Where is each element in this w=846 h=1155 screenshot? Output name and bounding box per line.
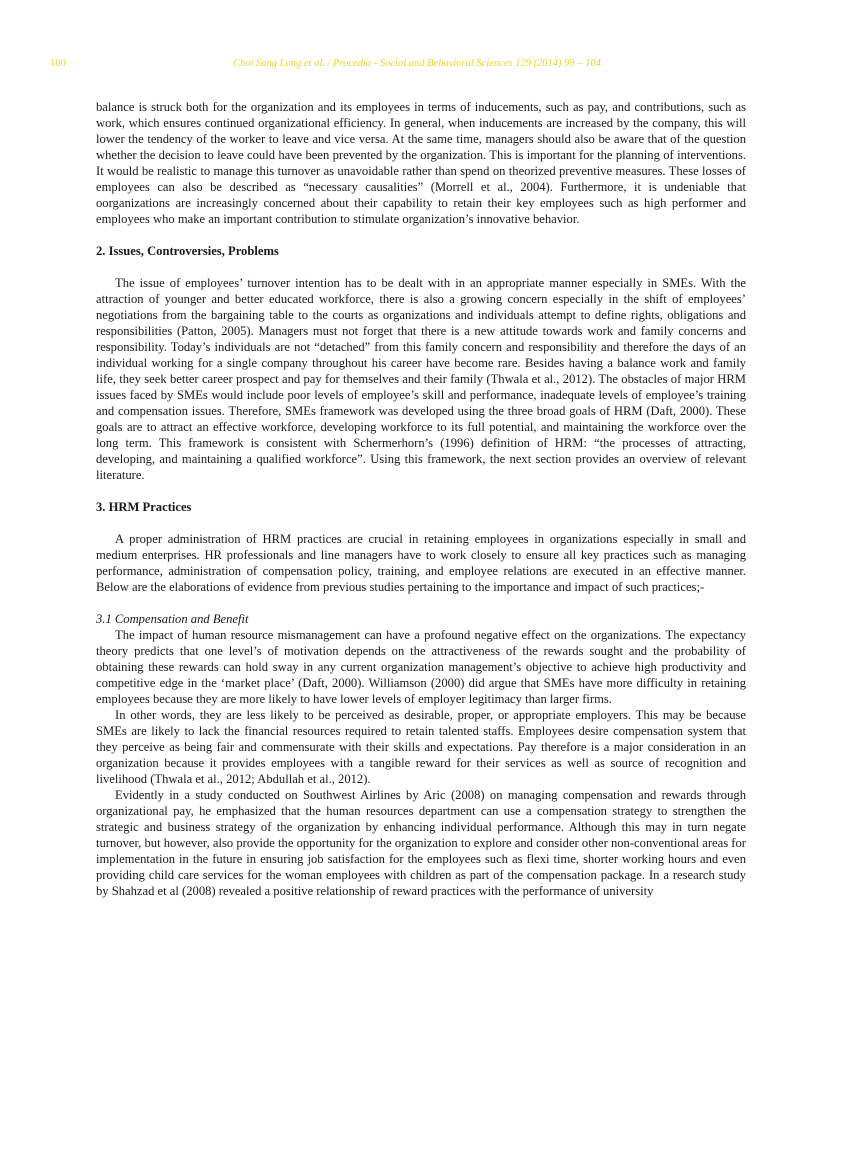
subsection-3-1-paragraph: The impact of human resource mismanagement can have a profound negative effect on the organizations. The expectancy theory predicts that one level’s of motivation depends on the attractiveness of the rewards sought and the probability of obtaining these rewards can hold sway in any current organization management’s objective to achieve high productivity and competitive edge in the ‘market place’ (Daft, 2000). Williamson (2000) did argue that SMEs have more difficulty in retaining employees because they are more likely to have lower levels of employer legitimacy than larger firms. [96,628,746,706]
section-3-paragraph: A proper administration of HRM practices are crucial in retaining employees in organizations especially in small and medium enterprises. HR professionals and line managers have to work closely to ensure all key practices such as managing performance, administration of compensation policy, training, and employee relations are executed in an effective manner. Below are the elaborations of evidence from previous studies pertaining to the importance and impact of such practices;- [96,532,746,594]
running-head [0,58,846,74]
subsection-3-1-heading: 3.1 Compensation and Benefit [96,612,249,626]
subsection-3-1-paragraph: In other words, they are less likely to be perceived as desirable, proper, or appropriate employers. This may be because SMEs are likely to lack the financial resources required to retain talented staffs. Employees desire compensation system that they perceive as being fair and commensurate with their skills and expectations. Pay therefore is a major consideration in an organization because it provides employees with a tangible reward for their services as well as source of recognition and livelihood (Thwala et al., 2012; Abdullah et al., 2012). [96,708,746,786]
page-number: 100 [50,58,66,69]
journal-reference: Choi Sang Long et al. / Procedia - Social and Behavioral Sciences 129 (2014) 99 – 104 [233,58,601,69]
section-3-heading: 3. HRM Practices [96,500,192,514]
section-2-paragraph: The issue of employees’ turnover intention has to be dealt with in an appropriate manner especially in SMEs. With the attraction of younger and better educated workforce, there is also a growing concern especially in the shift of employees’ negotiations from the bargaining table to the courts as organizations and individuals attempt to define rights, obligations and responsibilities (Patton, 2005). Managers must not forget that there is a new attitude towards work and family concerns and responsibility. Today’s individuals are not “detached” from this family concern and responsibility and therefore the days of an individual working for a single company throughout his career have become rare. Besides having a balance work and family life, they seek better career prospect and pay for themselves and their family (Thwala et al., 2012). The obstacles of major HRM issues faced by SMEs would include poor levels of employee’s skill and performance, inadequate levels of employee’s training and compensation issues. Therefore, SMEs framework was developed using the three broad goals of HRM (Daft, 2000). These goals are to attract an effective workforce, developing workforce to its full potential, and maintaining the workforce over the long term. This framework is consistent with Schermerhorn’s (1996) definition of HRM: “the processes of attracting, developing, and maintaining a qualified workforce”. Using this framework, the next section provides an overview of relevant literature. [96,276,746,482]
section-2-heading: 2. Issues, Controversies, Problems [96,244,279,258]
intro-paragraph: balance is struck both for the organization and its employees in terms of inducements, such as pay, and contributions, such as work, which ensures continued organizational efficiency. In general, when inducements are increased by the company, this will lower the tendency of the worker to leave and vice versa. At the same time, managers should also be aware that of the question whether the decision to leave could have been prevented by the organization. This is important for the planning of interventions. It would be realistic to manage this turnover as unavoidable rather than spend on theorized preventive measures. These losses of employees can also be described as “necessary causalities” (Morrell et al., 2004). Furthermore, it is undeniable that oorganizations are increasingly concerned about their capability to retain their key employees such as high performer and employees who make an important contribution to stimulate organization’s innovative behavior. [96,100,746,226]
article-body [96,99,746,899]
subsection-3-1-paragraph: Evidently in a study conducted on Southwest Airlines by Aric (2008) on managing compensation and rewards through organizational pay, he emphasized that the human resources department can use a compensation strategy to strengthen the strategic and business strategy of the organization by enhancing individual performance. Although this may in turn negate turnover, but however, also provide the opportunity for the organization to explore and consider other non-conventional areas for implementation in the future in ensuring job satisfaction for the employees such as flexi time, shorter working hours and even providing child care services for the woman employees with children as part of the compensation package. In a research study by Shahzad et al (2008) revealed a positive relationship of reward practices with the performance of university [96,788,746,898]
